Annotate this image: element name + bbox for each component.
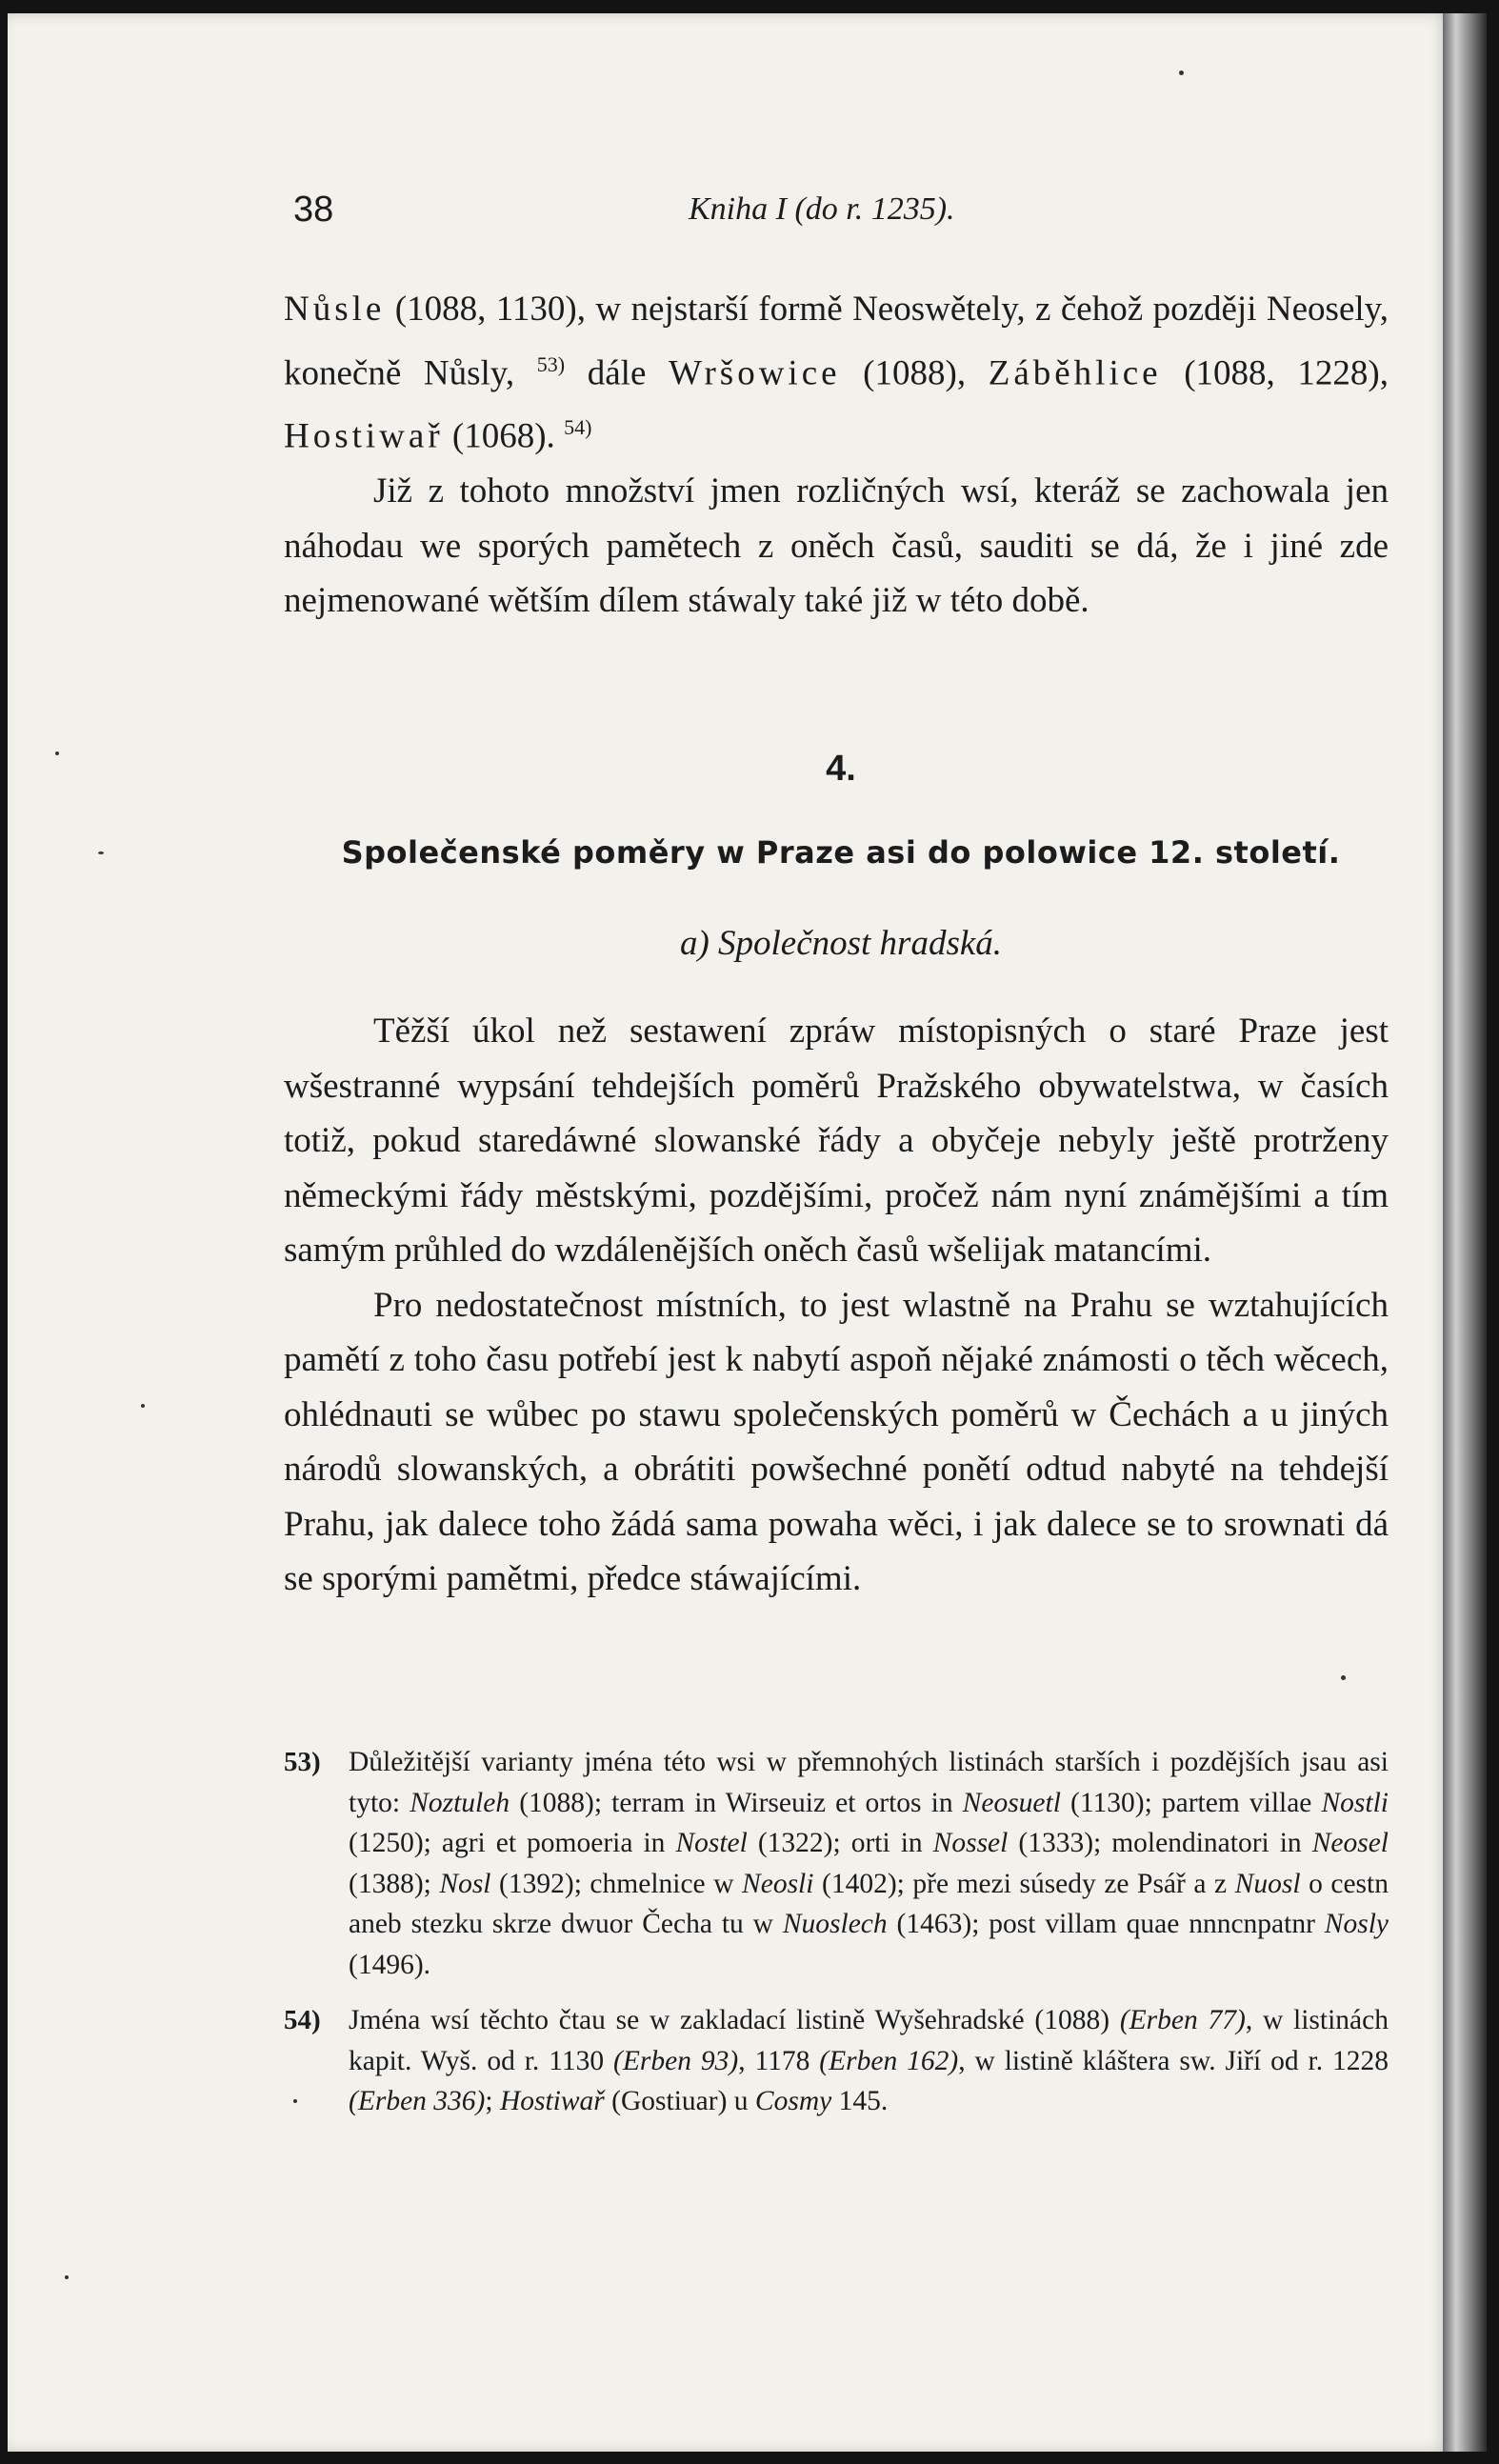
citation-italic: Cosmy bbox=[754, 2086, 832, 2116]
paragraph-text: (1088, 1130), w nejstarší formě Neoswětely, z čehož později Neosely, konečně Nůsly, bbox=[284, 290, 1389, 392]
paragraph-group-1 bbox=[284, 282, 1389, 629]
citation-italic: (Erben 162) bbox=[819, 2045, 959, 2076]
footnote-mark: 53) bbox=[284, 1747, 321, 1777]
footnotes bbox=[284, 1742, 1389, 2137]
footnote-segment: , w listinách kapit. Wyš. od r. 1130 bbox=[349, 2005, 1389, 2076]
scan-speck bbox=[1179, 70, 1184, 75]
running-head bbox=[293, 190, 1389, 237]
citation-italic: Noztuleh bbox=[410, 1787, 510, 1818]
scan-speck bbox=[1341, 1675, 1346, 1680]
citation-italic: Neosuetl bbox=[962, 1787, 1061, 1818]
footnote-segment: (1322); orti in bbox=[747, 1828, 933, 1858]
footnote-segment: Jména wsí těchto čtau se w zakladací listině Wyšehradské (1088) bbox=[349, 2005, 1120, 2035]
footnote bbox=[284, 1742, 1389, 1985]
citation-italic: Nostli bbox=[1321, 1787, 1389, 1818]
scan-speck bbox=[55, 751, 59, 755]
paragraph: Již z tohoto množství jmen rozličných wsí, kteráž se zachowala jen náhodau we sporých pamětech z oněch časů, sauditi se dá, že i jiné zde nejmenowané wětším dílem stáwaly také již w této době. bbox=[284, 471, 1389, 621]
paragraph-place-names bbox=[284, 282, 1389, 464]
scan-speck bbox=[141, 1404, 145, 1408]
section-number: 4. bbox=[826, 749, 856, 789]
scan-speck bbox=[98, 851, 104, 854]
footnote-segment: , 1178 bbox=[738, 2045, 820, 2076]
paragraph-group-2 bbox=[284, 1004, 1389, 1607]
footnote-mark: 54) bbox=[284, 2005, 321, 2035]
footnote-segment: 145. bbox=[831, 2086, 889, 2116]
paragraph-text: (1068). bbox=[443, 416, 565, 456]
citation-italic: Nossel bbox=[932, 1828, 1009, 1858]
place-name: Záběhlice bbox=[988, 352, 1162, 392]
footnote-segment: (1250); agri et pomoeria in bbox=[349, 1828, 676, 1858]
citation-italic: Nostel bbox=[675, 1828, 748, 1858]
footnote-segment: , w listině kláštera sw. Jiří od r. 1228 bbox=[958, 2045, 1389, 2076]
footnote-segment: Důležitější varianty jména této wsi w přemnohých listinách starších i pozdějších jsau asi tyto: bbox=[349, 1747, 1389, 1818]
citation-italic: Nosly bbox=[1324, 1909, 1389, 1939]
page-number: 38 bbox=[293, 190, 334, 230]
footnote-segment: (1130); partem villae bbox=[1060, 1787, 1322, 1818]
citation-italic: (Erben 77) bbox=[1119, 2005, 1246, 2035]
paragraph-text: dále bbox=[565, 352, 670, 392]
citation-italic: (Erben 336) bbox=[349, 2086, 486, 2116]
footnote-segment: ; bbox=[485, 2086, 500, 2116]
place-name: Hostiwař bbox=[284, 416, 444, 456]
footnote-segment: (1496). bbox=[349, 1949, 431, 1980]
section-title: Společenské poměry w Praze asi do polowice 12. století. bbox=[341, 834, 1341, 871]
footnote-ref: 53) bbox=[536, 351, 566, 376]
citation-italic: Nosl bbox=[439, 1868, 491, 1899]
paragraph-text: (1088), bbox=[840, 352, 989, 392]
footnote bbox=[284, 2000, 1389, 2122]
footnote-segment: o cestn aneb stezku skrze dwuor Čecha tu w bbox=[349, 1868, 1389, 1939]
citation-italic: Neosel bbox=[1311, 1828, 1389, 1858]
footnote-segment: (1388); bbox=[349, 1868, 440, 1899]
place-name: Nůsle bbox=[284, 290, 386, 329]
footnote-text bbox=[349, 2000, 1389, 2122]
citation-italic: Neosli bbox=[742, 1868, 814, 1899]
footnote-segment: (1088); terram in Wirseuiz et ortos in bbox=[510, 1787, 963, 1818]
citation-italic: Nuosl bbox=[1234, 1868, 1301, 1899]
page-edge bbox=[1443, 13, 1487, 2452]
citation-italic: (Erben 93) bbox=[613, 2045, 739, 2076]
place-name: Wršowice bbox=[669, 352, 841, 392]
running-title: Kniha I (do r. 1235). bbox=[689, 191, 955, 227]
subsection-title: a) Společnost hradská. bbox=[679, 924, 1003, 963]
footnote-segment: (1463); post villam quae nnncnpatnr bbox=[887, 1909, 1325, 1939]
footnote-segment: (Gostiuar) u bbox=[604, 2086, 755, 2116]
footnote-ref: 54) bbox=[564, 415, 592, 440]
book-page bbox=[8, 13, 1448, 2452]
citation-italic: Nuoslech bbox=[782, 1909, 888, 1939]
citation-italic: Hostiwař bbox=[499, 2086, 605, 2116]
footnote-segment: (1333); molendinatori in bbox=[1008, 1828, 1312, 1858]
scan-speck bbox=[293, 2099, 297, 2103]
paragraph-text: (1088, 1228), bbox=[1161, 352, 1389, 392]
paragraph: Pro nedostatečnost místních, to jest wlastně na Prahu se wztahujících pamětí z toho času potřebí jest k nabytí aspoň nějaké známosti o těch wěcech, ohlédnauti se wůbec po stawu společenských poměrů w Čechách a u jiných národů slowanských, a obrátiti powšechné ponětí odtud nabyté na tehdejší Prahu, jak dalece toho žádá sama powaha wěci, i jak dalece se to srownati dá se sporými pamětmi, předce stáwajícími. bbox=[284, 1285, 1389, 1598]
footnote-text bbox=[349, 1742, 1389, 1985]
paragraph: Těžší úkol než sestawení zpráw místopisných o staré Praze jest wšestranné wypsání tehdejších poměrů Pražského obywatelstwa, w časích totiž, pokud staredáwné slowanské řády a obyčeje nebyly ještě protrženy německými řády městskými, pozdějšími, pročež nám nyní známějšími a tím samým průhled do wzdálenějších oněch časů wšelijak matancími. bbox=[284, 1012, 1389, 1270]
footnote-segment: (1392); chmelnice w bbox=[490, 1868, 743, 1899]
scan-speck bbox=[65, 2275, 69, 2279]
footnote-segment: (1402); pře mezi súsedy ze Psář a z bbox=[813, 1868, 1235, 1899]
